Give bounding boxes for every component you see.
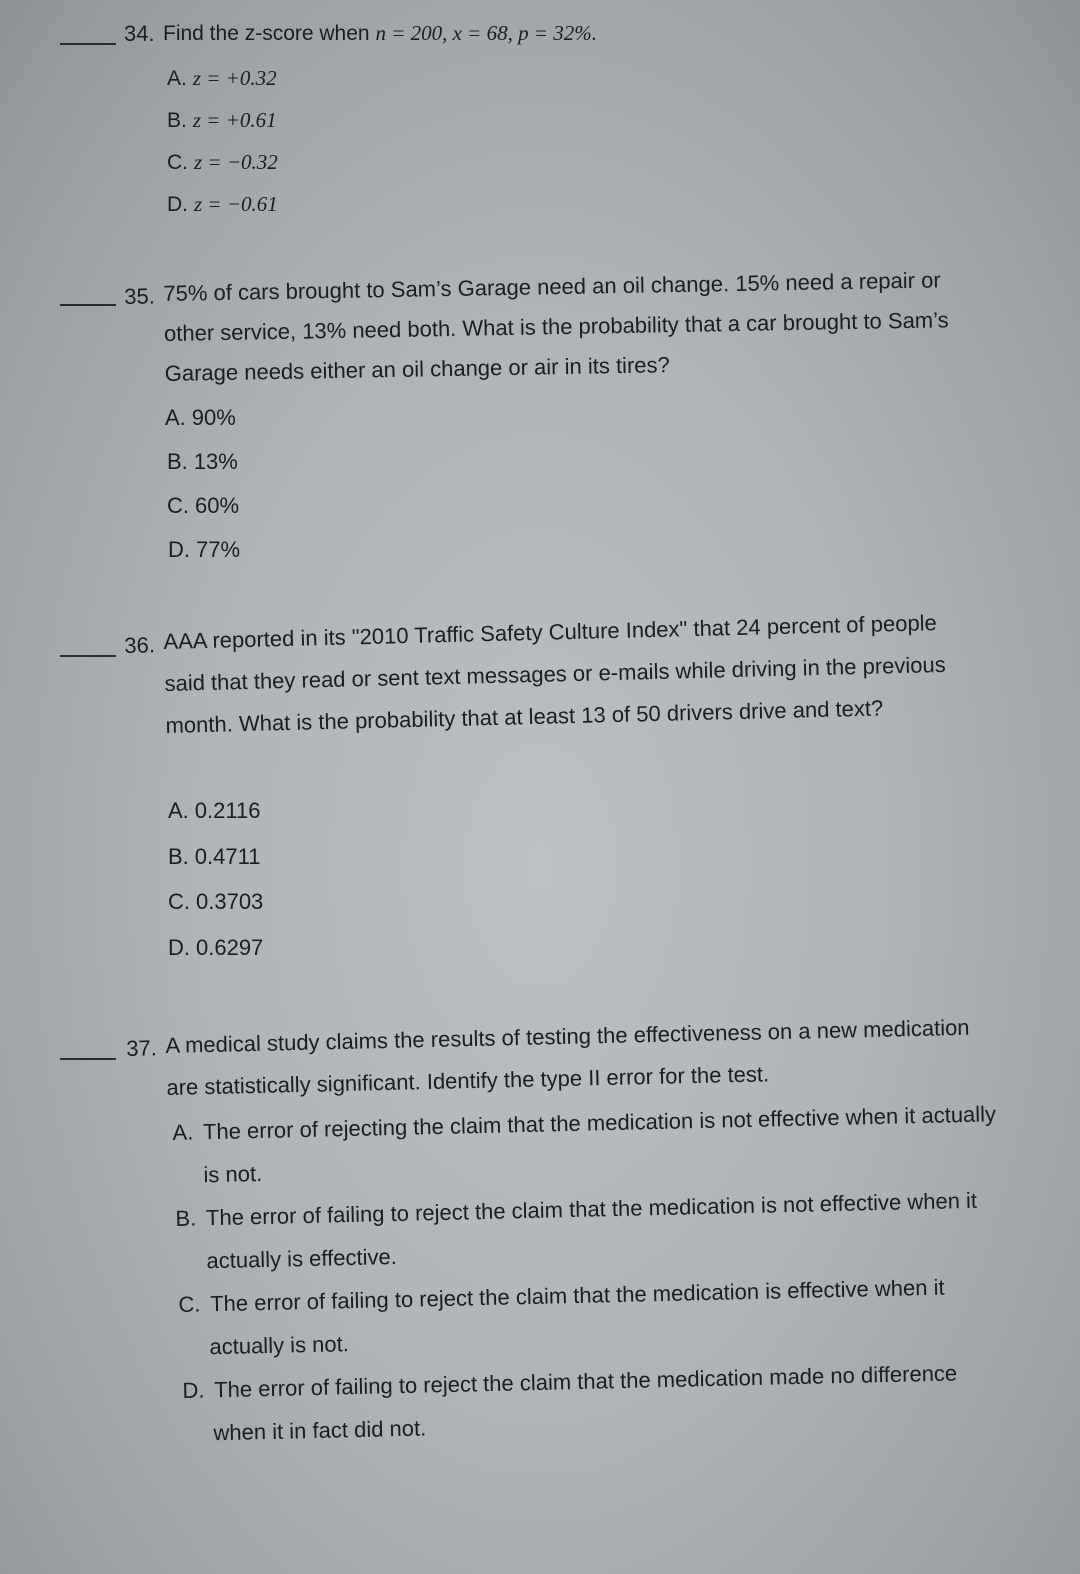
- question-stem: [163, 13, 863, 54]
- choice-letter: C.: [168, 889, 190, 914]
- choice-text: z = +0.61: [192, 108, 277, 132]
- choice-text: 0.3703: [196, 889, 264, 914]
- question-stem-math: n = 200, x = 68, p = 32%.: [375, 21, 598, 45]
- choice-36-b[interactable]: [168, 844, 260, 870]
- choice-35-a[interactable]: [165, 405, 236, 431]
- choice-36-a[interactable]: [168, 798, 260, 824]
- choice-letter: A.: [167, 67, 187, 90]
- choice-letter: B.: [168, 844, 189, 869]
- question-stem: AAA reported in its "2010 Traffic Safety Culture Index" that 24 percent of people said that they read or sent text messages or e-mails while driving in the previous month. What is the probability that at least 13 of 50 drivers drive and text?: [163, 610, 946, 738]
- choice-letter: A.: [165, 405, 186, 430]
- choice-text: 13%: [193, 449, 238, 474]
- choice-text: 90%: [191, 405, 236, 430]
- choice-letter: A.: [168, 798, 189, 823]
- question-stem-text: Find the z-score when: [163, 22, 376, 45]
- question-stem: 75% of cars brought to Sam’s Garage need an oil change. 15% need a repair or other service, 13% need both. What is the probability that a car brought to Sam’s Garage needs either an oil change or air in its tires?: [163, 267, 949, 386]
- question-number: 34.: [124, 21, 155, 46]
- choice-35-b[interactable]: [167, 449, 238, 475]
- choice-letter: A.: [172, 1119, 194, 1145]
- question-number: 36.: [124, 632, 156, 658]
- choice-letter: D.: [182, 1377, 205, 1403]
- answer-blank-36[interactable]: [60, 655, 116, 657]
- choice-36-c[interactable]: [168, 889, 263, 915]
- choice-text: 0.6297: [196, 935, 264, 960]
- choice-34-d[interactable]: [167, 192, 278, 217]
- choice-35-c[interactable]: [167, 493, 239, 519]
- choice-letter: C.: [167, 493, 189, 518]
- choice-34-b[interactable]: [167, 108, 277, 133]
- choice-letter: C.: [178, 1291, 201, 1317]
- choice-text: z = −0.61: [194, 192, 278, 216]
- choice-text: 0.4711: [194, 844, 261, 869]
- choice-letter: B.: [167, 109, 187, 132]
- answer-blank-34[interactable]: [60, 43, 116, 45]
- choice-37-d[interactable]: [182, 1351, 964, 1455]
- choice-text: 60%: [195, 493, 240, 518]
- choice-letter: C.: [167, 151, 188, 174]
- choice-35-d[interactable]: [168, 537, 240, 563]
- answer-blank-35[interactable]: [60, 304, 116, 306]
- choice-text: The error of rejecting the claim that the medication is not effective when it actually is not.: [202, 1101, 997, 1188]
- choice-36-d[interactable]: [168, 935, 263, 961]
- question-number: 35.: [124, 283, 156, 309]
- choice-34-a[interactable]: [167, 66, 277, 91]
- choice-letter: D.: [167, 193, 188, 216]
- choice-letter: B.: [175, 1205, 197, 1231]
- choice-letter: B.: [167, 449, 188, 474]
- choice-text: z = +0.32: [192, 66, 277, 90]
- question-stem: A medical study claims the results of testing the effectiveness on a new medication are statistically significant. Identify the type II error for the test.: [165, 1014, 970, 1100]
- choice-letter: D.: [168, 935, 190, 960]
- choice-text: The error of failing to reject the claim that the medication is effective when it actually is not.: [209, 1274, 945, 1360]
- choice-text: 77%: [196, 537, 241, 562]
- choice-text: The error of failing to reject the claim that the medication made no difference when it in fact did not.: [213, 1360, 958, 1446]
- answer-blank-37[interactable]: [60, 1058, 116, 1060]
- choice-text: The error of failing to reject the claim that the medication is not effective when it actually is effective.: [205, 1187, 978, 1274]
- choice-text: z = −0.32: [194, 150, 278, 174]
- choice-letter: D.: [168, 537, 190, 562]
- choice-34-c[interactable]: [167, 150, 278, 175]
- question-number: 37.: [126, 1035, 158, 1061]
- choice-text: 0.2116: [194, 798, 261, 823]
